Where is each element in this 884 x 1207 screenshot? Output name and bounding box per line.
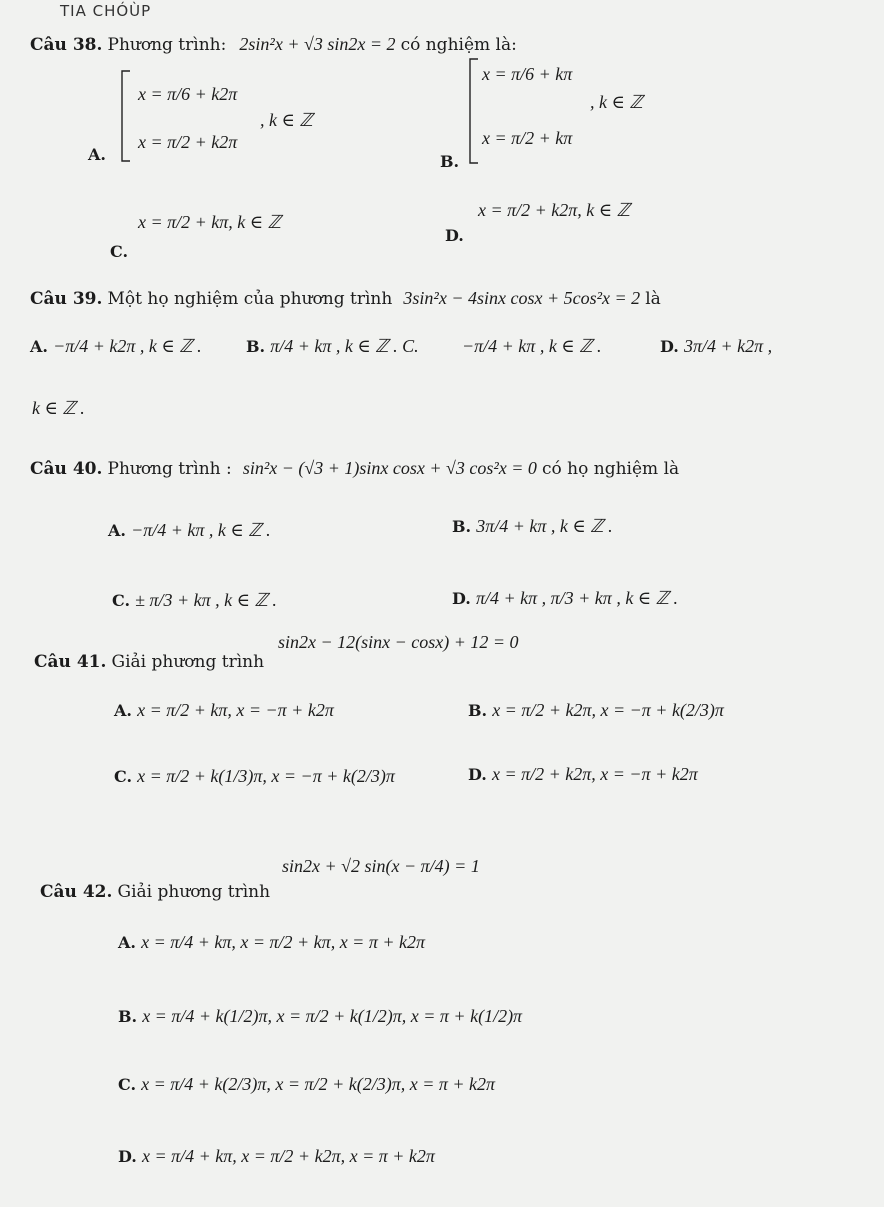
option-D[interactable] <box>660 336 772 357</box>
option-expr: x = π/2 + k2π, x = −π + k(2/3)π <box>492 700 724 720</box>
question-label: Câu 40. <box>30 459 103 479</box>
option-B[interactable] <box>468 700 724 721</box>
option-line: x = π/6 + k2π <box>138 84 238 104</box>
option-A[interactable] <box>108 520 271 541</box>
question-40 <box>30 458 679 479</box>
option-letter: C. <box>114 767 133 786</box>
option-expr: π/4 + kπ , k ∈ ℤ . C. <box>270 336 419 356</box>
option-tail: , k ∈ ℤ <box>260 110 313 130</box>
option-letter[interactable]: D. <box>445 226 464 245</box>
option-B[interactable] <box>246 336 419 357</box>
option-letter: D. <box>660 337 679 356</box>
option-letter: B. <box>452 517 472 536</box>
option-B[interactable] <box>118 1006 522 1027</box>
question-label: Câu 42. <box>40 882 113 902</box>
question-text: Một họ nghiệm của phương trình <box>107 289 393 309</box>
page-header: TIA CHÓÙP <box>60 2 152 20</box>
option-letter: A. <box>108 521 126 540</box>
option-letter: A. <box>114 701 132 720</box>
question-42 <box>40 882 270 902</box>
option-letter: A. <box>30 337 48 356</box>
question-suffix: là <box>645 289 661 309</box>
option-tail: , k ∈ ℤ <box>590 92 643 112</box>
bracket-icon <box>466 56 480 166</box>
question-41 <box>34 652 264 672</box>
option-C[interactable] <box>462 336 602 357</box>
option-letter: A. <box>118 933 136 952</box>
option-C[interactable] <box>118 1074 495 1095</box>
option-letter[interactable]: A. <box>88 145 106 164</box>
option-C[interactable] <box>112 590 277 611</box>
option-letter: D. <box>468 765 487 784</box>
option-expr: π/4 + kπ , π/3 + kπ , k ∈ ℤ . <box>475 588 679 608</box>
question-suffix: có nghiệm là: <box>400 35 517 55</box>
option-line: x = π/6 + kπ <box>482 64 573 84</box>
option-letter: C. <box>118 1075 137 1094</box>
option-expr: x = π/2 + k2π, k ∈ ℤ <box>478 200 631 220</box>
option-expr: ± π/3 + kπ , k ∈ ℤ . <box>135 590 277 610</box>
option-B[interactable] <box>452 516 613 537</box>
question-text: Giải phương trình <box>111 652 265 672</box>
option-expr: 3π/4 + kπ , k ∈ ℤ . <box>476 516 613 536</box>
option-letter[interactable]: C. <box>110 242 129 261</box>
question-equation: sin2x − 12(sinx − cosx) + 12 = 0 <box>278 632 519 652</box>
option-expr: 3π/4 + k2π , <box>683 336 773 356</box>
option-expr: x = π/2 + k2π, x = −π + k2π <box>491 764 698 784</box>
option-A[interactable] <box>118 932 425 953</box>
question-text: Phương trình: <box>107 35 227 55</box>
option-expr: −π/4 + k2π , k ∈ ℤ . <box>53 336 202 356</box>
option-A[interactable] <box>114 700 334 721</box>
option-letter: B. <box>118 1007 138 1026</box>
option-line: x = π/2 + k2π <box>138 132 238 152</box>
option-expr: x = π/4 + k(2/3)π, x = π/2 + k(2/3)π, x = π + k2π <box>141 1074 496 1094</box>
option-expr: −π/4 + kπ , k ∈ ℤ . <box>131 520 271 540</box>
continuation: k ∈ ℤ . <box>32 398 85 418</box>
option-expr: x = π/4 + k(1/2)π, x = π/2 + k(1/2)π, x = π + k(1/2)π <box>142 1006 523 1026</box>
question-equation: sin2x + √2 sin(x − π/4) = 1 <box>282 856 480 876</box>
question-equation: sin²x − (√3 + 1)sinx cosx + √3 cos²x = 0 <box>242 458 537 478</box>
bracket-icon <box>118 68 132 164</box>
question-text: Phương trình : <box>107 459 232 479</box>
option-expr: −π/4 + kπ , k ∈ ℤ . <box>462 336 602 356</box>
option-D[interactable] <box>118 1146 435 1167</box>
question-38 <box>30 34 517 55</box>
option-letter[interactable]: B. <box>440 152 460 171</box>
question-equation: 2sin²x + √3 sin2x = 2 <box>239 34 396 54</box>
option-expr: x = π/2 + k(1/3)π, x = −π + k(2/3)π <box>137 766 395 786</box>
option-letter: B. <box>246 337 266 356</box>
option-letter: B. <box>468 701 488 720</box>
question-label: Câu 38. <box>30 35 103 55</box>
question-39 <box>30 288 661 309</box>
question-equation: 3sin²x − 4sinx cosx + 5cos²x = 2 <box>403 288 641 308</box>
question-suffix: có họ nghiệm là <box>542 459 680 479</box>
option-D[interactable] <box>468 764 698 785</box>
option-C[interactable] <box>114 766 395 787</box>
option-A[interactable] <box>30 336 202 357</box>
option-D[interactable] <box>452 588 678 609</box>
option-letter: D. <box>452 589 471 608</box>
option-expr: x = π/2 + kπ, x = −π + k2π <box>137 700 334 720</box>
option-expr: x = π/4 + kπ, x = π/2 + kπ, x = π + k2π <box>141 932 425 952</box>
option-line: x = π/2 + kπ <box>482 128 573 148</box>
option-expr: x = π/4 + kπ, x = π/2 + k2π, x = π + k2π <box>141 1146 435 1166</box>
question-label: Câu 39. <box>30 289 103 309</box>
option-letter: D. <box>118 1147 137 1166</box>
option-letter: C. <box>112 591 131 610</box>
question-text: Giải phương trình <box>117 882 271 902</box>
option-expr: x = π/2 + kπ, k ∈ ℤ <box>138 212 282 232</box>
question-label: Câu 41. <box>34 652 107 672</box>
